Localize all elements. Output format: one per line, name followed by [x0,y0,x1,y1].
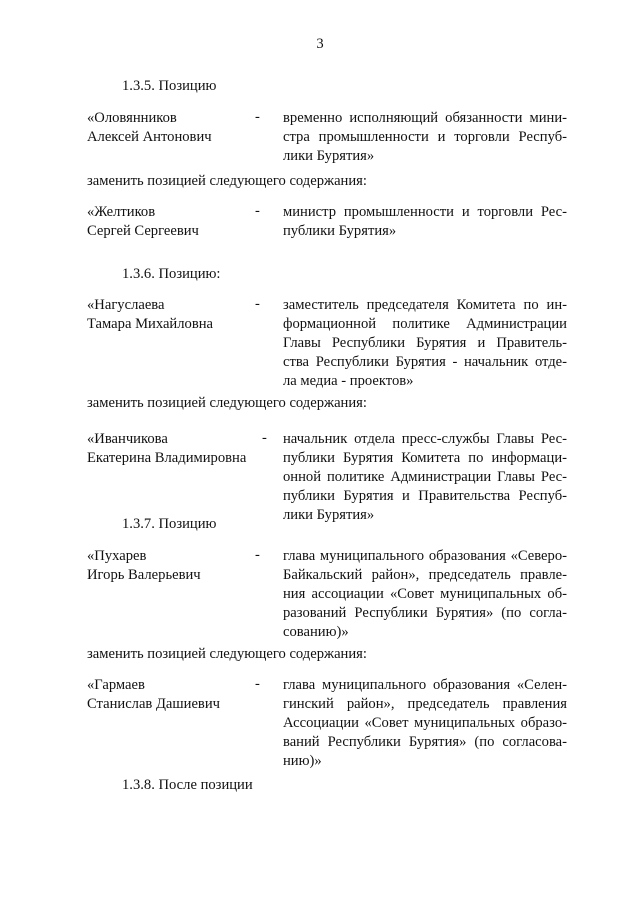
description-line: лики Бурятия» [283,148,375,164]
person-name [87,296,213,334]
position-description [283,676,567,771]
description-line: заместитель председателя Комитета по ин- [283,297,567,313]
description-line: гинский район», председатель правления [283,696,567,712]
person-surname: «Пухарев [87,548,147,564]
description-line: Байкальский район», председатель правле- [283,567,567,583]
person-given-names: Тамара Михайловна [87,316,213,332]
position-description [283,547,567,642]
page-number: 3 [316,36,324,52]
description-line: ла медиа - проектов» [283,373,414,389]
person-given-names: Станислав Дашиевич [87,696,220,712]
replace-instruction: заменить позицией следующего содержания: [87,646,367,662]
replace-instruction: заменить позицией следующего содержания: [87,395,367,411]
position-description [283,430,567,525]
dash-separator: - [262,430,267,446]
description-line: Главы Республики Бурятия и Правитель- [283,335,567,351]
dash-separator: - [255,547,260,563]
description-line: формационной политике Администрации [283,316,567,332]
person-given-names: Сергей Сергеевич [87,223,199,239]
person-given-names: Алексей Антонович [87,129,212,145]
person-given-names: Игорь Валерьевич [87,567,201,583]
description-line: ваний Республики Бурятия» (по согласова- [283,734,567,750]
person-name [87,109,212,147]
description-line: лики Бурятия» [283,507,375,523]
description-line: ства Республики Бурятия - начальник отде- [283,354,567,370]
person-name [87,676,220,714]
person-surname: «Оловянников [87,110,177,126]
position-description [283,296,567,391]
section-heading-1-3-7: 1.3.7. Позицию [122,516,217,532]
description-line: разований Республики Бурятия» (по согла- [283,605,567,621]
dash-separator: - [255,109,260,125]
description-line: онной политике Администрации Главы Рес- [283,469,567,485]
description-line: сованию)» [283,624,349,640]
person-name [87,203,199,241]
person-surname: «Желтиков [87,204,156,220]
position-description [283,203,567,241]
person-given-names: Екатерина Владимировна [87,450,247,466]
description-line: начальник отдела пресс-службы Главы Рес- [283,431,567,447]
description-line: временно исполняющий обязанности мини- [283,110,567,126]
description-line: ния ассоциации «Совет муниципальных об- [283,586,567,602]
person-surname: «Гармаев [87,677,145,693]
description-line: нию)» [283,753,322,769]
dash-separator: - [255,203,260,219]
description-line: публики Бурятия» [283,223,397,239]
description-line: публики Бурятия Комитета по информаци- [283,450,567,466]
section-heading-1-3-8: 1.3.8. После позиции [122,777,253,793]
position-description [283,109,567,166]
description-line: стра промышленности и торговли Респуб- [283,129,567,145]
description-line: министр промышленности и торговли Рес- [283,204,567,220]
section-heading-1-3-5: 1.3.5. Позицию [122,78,217,94]
description-line: публики Бурятия и Правительства Респуб- [283,488,567,504]
dash-separator: - [255,676,260,692]
person-name [87,430,246,468]
description-line: глава муниципального образования «Селен- [283,677,567,693]
description-line: Ассоциации «Совет муниципальных образо- [283,715,567,731]
person-surname: «Иванчикова [87,431,168,447]
person-surname: «Нагуслаева [87,297,165,313]
section-heading-1-3-6: 1.3.6. Позицию: [122,266,221,282]
dash-separator: - [255,296,260,312]
replace-instruction: заменить позицией следующего содержания: [87,173,367,189]
person-name [87,547,201,585]
description-line: глава муниципального образования «Северо- [283,548,567,564]
